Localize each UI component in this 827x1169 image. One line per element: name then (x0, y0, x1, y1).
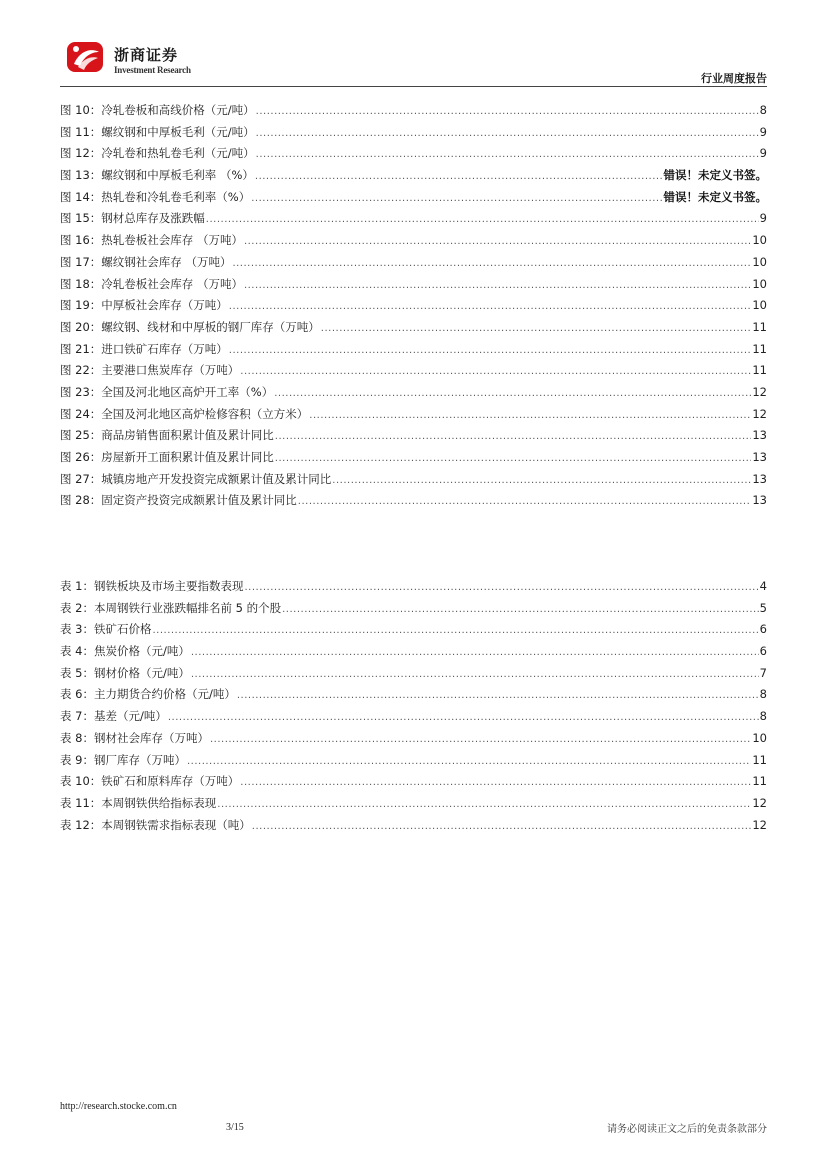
dot-leader (240, 772, 751, 794)
dot-leader (256, 101, 759, 123)
table-entry-page: 5 (759, 600, 767, 615)
figure-entry-page: 13 (752, 428, 767, 443)
header-divider (60, 86, 767, 87)
bookmark-error-text: 错误！未定义书签。 (663, 168, 767, 183)
table-entry-number: 表 12： (60, 817, 102, 832)
figure-entry[interactable] (60, 252, 767, 274)
table-entry[interactable] (60, 771, 767, 793)
report-type-label: 行业周度报告 (701, 72, 767, 85)
table-entry-page: 8 (759, 687, 767, 702)
dot-leader (282, 599, 759, 621)
table-entry[interactable] (60, 598, 767, 620)
dot-leader (244, 231, 751, 253)
table-entry-number: 表 10： (60, 774, 102, 789)
table-entry-title: 主力期货合约价格（元/吨） (93, 687, 236, 702)
figure-entry[interactable] (60, 274, 767, 296)
figure-entry-number: 图 15： (60, 211, 102, 226)
table-entry[interactable] (60, 815, 767, 837)
figure-entry-number: 图 23： (60, 384, 102, 399)
figure-entry-number: 图 11： (60, 124, 102, 139)
figure-entry-number: 图 26： (60, 450, 102, 464)
dot-leader (256, 123, 759, 145)
figure-entry-title: 冷轧卷板社会库存 （万吨） (101, 276, 243, 291)
figure-entry-number: 图 28： (60, 493, 102, 508)
table-entry-page: 12 (752, 817, 767, 832)
figure-entry-page: 11 (752, 363, 767, 378)
table-entry-number: 表 9： (60, 752, 94, 767)
dot-leader (187, 751, 751, 773)
dot-leader (237, 685, 759, 707)
table-entry-number: 表 6： (60, 687, 94, 702)
table-entry[interactable] (60, 576, 767, 598)
table-entry-title: 钢厂库存（万吨） (93, 752, 186, 767)
table-entry-number: 表 3： (60, 622, 94, 637)
figure-entry[interactable] (60, 339, 767, 361)
figure-entry[interactable] (60, 230, 767, 252)
bookmark-error-text: 错误！未定义书签。 (663, 189, 767, 204)
figure-entry-page: 13 (752, 450, 767, 464)
table-entry-title: 钢材价格（元/吨） (93, 665, 190, 680)
disclaimer-note: 请务必阅读正文之后的免责条款部分 (607, 1124, 767, 1135)
table-entry[interactable] (60, 641, 767, 663)
table-entry-page: 10 (752, 730, 767, 745)
table-entry-title: 铁矿石和原料库存（万吨） (101, 774, 240, 789)
figure-entry[interactable] (60, 490, 767, 512)
figure-entry[interactable] (60, 165, 767, 187)
dot-leader (229, 340, 752, 362)
dot-leader (240, 361, 751, 383)
dot-leader (232, 253, 751, 275)
figure-entry-page: 11 (752, 319, 767, 334)
table-entry-page: 8 (759, 709, 767, 724)
figure-entry[interactable] (60, 295, 767, 317)
dot-leader (256, 144, 759, 166)
figure-entry-title: 螺纹钢和中厚板毛利（元/吨） (101, 124, 255, 139)
figure-entry[interactable] (60, 382, 767, 404)
figure-entry-number: 图 20： (60, 319, 102, 334)
table-entry-number: 表 4： (60, 644, 94, 659)
table-entry-page: 6 (759, 644, 767, 659)
figure-entry-number: 图 13： (60, 168, 102, 183)
table-entry-page: 12 (752, 795, 767, 810)
table-entry-number: 表 8： (60, 730, 94, 745)
figure-entry-title: 冷轧卷和热轧卷毛利（元/吨） (101, 146, 255, 161)
page-number: 3/15 (226, 1122, 244, 1133)
figure-entry-title: 螺纹钢、线材和中厚板的钢厂库存（万吨） (101, 319, 320, 334)
zheshang-logo-icon (66, 40, 106, 74)
figure-entry-title: 热轧卷和冷轧卷毛利率（%） (101, 189, 251, 204)
table-entry-title: 本周钢铁需求指标表现（吨） (101, 817, 251, 832)
figure-entry-page: 10 (752, 233, 767, 248)
figure-entry-page: 9 (759, 124, 767, 139)
figure-entry-page: 13 (752, 493, 767, 508)
dot-leader (298, 491, 752, 513)
dot-leader (210, 729, 751, 751)
table-entry-number: 表 11： (60, 795, 102, 810)
figure-entry-title: 固定资产投资完成额累计值及累计同比 (101, 493, 297, 508)
figure-entry-page: 12 (752, 406, 767, 421)
table-entry-page: 11 (752, 774, 767, 789)
figure-entry-number: 图 18： (60, 276, 102, 291)
figure-entry-title: 螺纹钢和中厚板毛利率 （%） (101, 168, 254, 183)
figure-entry-page: 9 (759, 211, 767, 226)
page-header (60, 36, 767, 88)
table-entry[interactable] (60, 728, 767, 750)
table-entry-title: 本周钢铁行业涨跌幅排名前 5 的个股 (93, 600, 282, 615)
table-entry-number: 表 5： (60, 665, 94, 680)
table-entry-page: 7 (759, 665, 767, 680)
figure-entry-number: 图 16： (60, 233, 102, 248)
figure-entry-title: 主要港口焦炭库存（万吨） (101, 363, 240, 378)
dot-leader (251, 188, 662, 210)
figure-entry-title: 全国及河北地区高炉检修容积（立方米） (101, 406, 309, 421)
table-index-list (60, 576, 767, 836)
figure-entry-title: 热轧卷板社会库存 （万吨） (101, 233, 243, 248)
table-entry[interactable] (60, 663, 767, 685)
figure-entry[interactable] (60, 447, 767, 469)
figure-entry-page: 10 (752, 276, 767, 291)
figure-entry-title: 中厚板社会库存（万吨） (101, 298, 228, 313)
table-entry-number: 表 1： (60, 579, 94, 593)
dot-leader (244, 275, 751, 297)
brand-name-en: Investment Research (114, 65, 191, 75)
dot-leader (206, 209, 759, 231)
table-entry[interactable] (60, 619, 767, 641)
table-entry-title: 铁矿石价格 (93, 622, 152, 637)
figure-entry[interactable] (60, 317, 767, 339)
figure-index-list (60, 100, 767, 512)
brand-name-cn: 浙商证券 (114, 46, 179, 64)
figure-entry[interactable] (60, 469, 767, 491)
dot-leader (255, 166, 663, 188)
table-entry[interactable] (60, 750, 767, 772)
table-entry-title: 本周钢铁供给指标表现 (101, 795, 217, 810)
dot-leader (191, 642, 759, 664)
table-entry-title: 基差（元/吨） (93, 709, 167, 724)
figure-entry-number: 图 21： (60, 341, 102, 356)
figure-entry[interactable] (60, 425, 767, 447)
figure-entry-page: 11 (752, 341, 767, 356)
figure-entry[interactable] (60, 404, 767, 426)
table-entry-number: 表 7： (60, 709, 94, 724)
dot-leader (252, 816, 752, 838)
table-entry-number: 表 2： (60, 600, 94, 615)
figure-entry-title: 城镇房地产开发投资完成额累计值及累计同比 (101, 471, 332, 486)
figure-entry-number: 图 27： (60, 471, 102, 486)
figure-entry[interactable] (60, 100, 767, 122)
figure-entry-title: 钢材总库存及涨跌幅 (101, 211, 205, 226)
figure-entry[interactable] (60, 360, 767, 382)
dot-leader (191, 664, 759, 686)
figure-entry[interactable] (60, 187, 767, 209)
table-entry-title: 钢铁板块及市场主要指数表现 (93, 579, 244, 593)
table-entry-title: 焦炭价格（元/吨） (93, 644, 190, 659)
figure-entry-page: 10 (752, 298, 767, 313)
table-entry-page: 4 (759, 579, 767, 593)
figure-entry[interactable] (60, 143, 767, 165)
dot-leader (332, 470, 751, 492)
dot-leader (229, 296, 752, 318)
figure-entry-title: 进口铁矿石库存（万吨） (101, 341, 228, 356)
table-entry[interactable] (60, 706, 767, 728)
figure-entry-title: 螺纹钢社会库存 （万吨） (101, 254, 232, 269)
figure-entry-title: 冷轧卷板和高线价格（元/吨） (101, 103, 255, 117)
figure-entry-page: 12 (752, 384, 767, 399)
figure-entry-number: 图 10： (60, 103, 102, 117)
figure-entry[interactable] (60, 122, 767, 144)
figure-entry-page: 9 (759, 146, 767, 161)
figure-entry-number: 图 14： (60, 189, 102, 204)
table-entry[interactable] (60, 793, 767, 815)
dot-leader (244, 577, 758, 599)
figure-entry-number: 图 12： (60, 146, 102, 161)
figure-entry-number: 图 17： (60, 254, 102, 269)
figure-entry-title: 房屋新开工面积累计值及累计同比 (101, 450, 274, 464)
table-entry-page: 6 (759, 622, 767, 637)
table-entry[interactable] (60, 684, 767, 706)
dot-leader (274, 383, 751, 405)
figure-entry-number: 图 22： (60, 363, 102, 378)
dot-leader (217, 794, 751, 816)
table-entry-title: 钢材社会库存（万吨） (93, 730, 209, 745)
dot-leader (275, 448, 752, 470)
figure-entry[interactable] (60, 208, 767, 230)
dot-leader (321, 318, 752, 340)
figure-entry-number: 图 25： (60, 428, 102, 443)
figure-entry-page: 13 (752, 471, 767, 486)
figure-entry-page: 10 (752, 254, 767, 269)
dot-leader (309, 405, 751, 427)
figure-entry-page: 8 (759, 103, 767, 117)
figure-entry-number: 图 24： (60, 406, 102, 421)
figure-entry-title: 全国及河北地区高炉开工率（%） (101, 384, 274, 399)
table-entry-page: 11 (752, 752, 767, 767)
figure-entry-title: 商品房销售面积累计值及累计同比 (101, 428, 274, 443)
figure-entry-number: 图 19： (60, 298, 102, 313)
dot-leader (168, 707, 759, 729)
dot-leader (275, 426, 752, 448)
dot-leader (152, 620, 758, 642)
footer-url-link[interactable]: http://research.stocke.com.cn (60, 1101, 177, 1112)
